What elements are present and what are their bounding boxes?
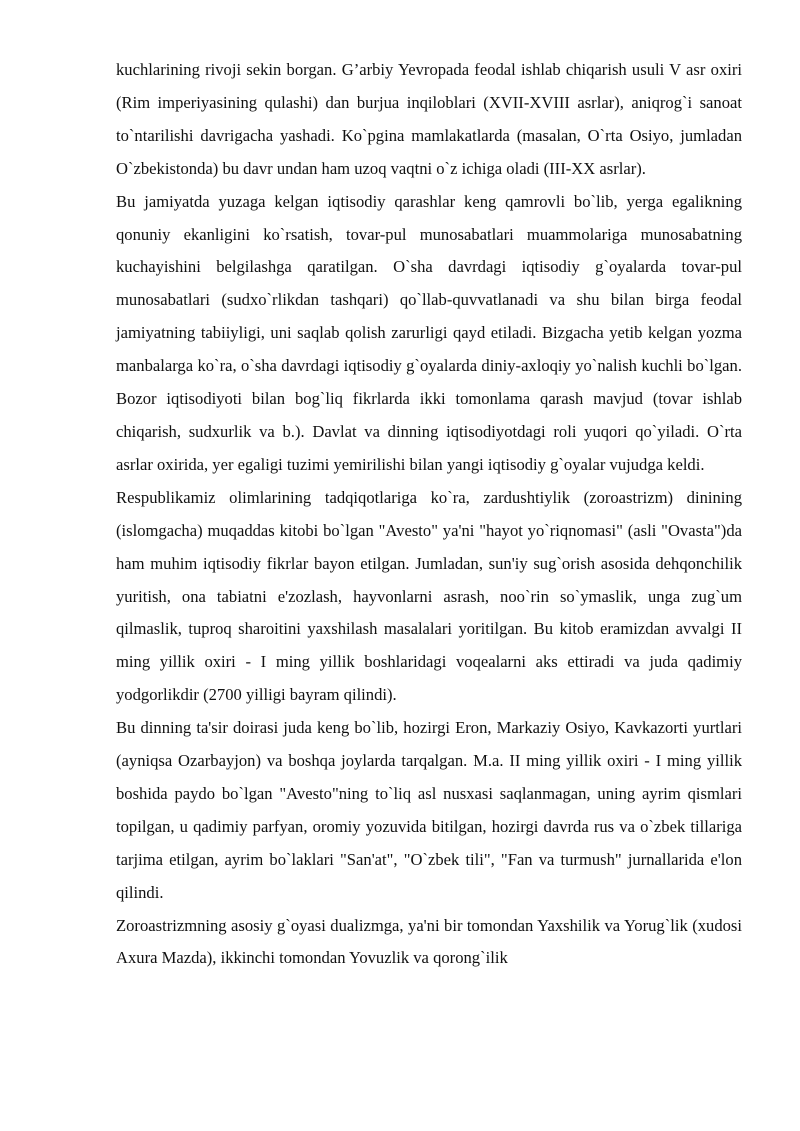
paragraph-religion-spread: Bu dinning ta'sir doirasi juda keng bo`lib, hozirgi Eron, Markaziy Osiyo, Kavkazorti yurtlari (ayniqsa Ozarbayjon) va boshqa joylarda tarqalgan. M.a. II ming yillik oxiri - I ming yillik boshida paydo bo`lgan "Avesto"ning to`liq asl nusxasi saqlanmagan, uning ayrim qismlari topilgan, u qadimiy parfyan, oromiy yozuvida bitilgan, hozirgi davrda rus va o`zbek tillariga tarjima etilgan, ayrim bo`laklari "San'at", "O`zbek tili", "Fan va turmush" jurnallarida e'lon qilindi. bbox=[116, 718, 742, 902]
paragraph-economic-views: Bu jamiyatda yuzaga kelgan iqtisodiy qarashlar keng qamrovli bo`lib, yerga egalikning qonuniy ekanligini ko`rsatish, tovar-pul munosabatlari muammolariga munosabatning kuchayishini belgilashga qaratilgan. O`sha davrdagi iqtisodiy g`oyalarda tovar-pul munosabatlari (sudxo`rlikdan tashqari) qo`llab-quvvatlanadi va shu bilan birga feodal jamiyatning tabiiyligi, uni saqlab qolish zarurligi qayd etiladi. Bizgacha yetib kelgan yozma manbalarga ko`ra, o`sha davrdagi iqtisodiy g`oyalarda diniy-axloqiy yo`nalish kuchli bo`lgan. Bozor iqtisodiyoti bilan bog`liq fikrlarda ikki tomonlama qarash mavjud (tovar ishlab chiqarish, sudxurlik va b.). Davlat va dinning iqtisodiyotdagi roli yuqori qo`yiladi. O`rta asrlar oxirida, yer egaligi tuzimi yemirilishi bilan yangi iqtisodiy g`oyalar vujudga keldi. bbox=[116, 191, 742, 474]
paragraph-avesto: Respublikamiz olimlarining tadqiqotlariga ko`ra, zardushtiylik (zoroastrizm) dinining (islomgacha) muqaddas kitobi bo`lgan "Avesto" ya'ni "hayot yo`riqnomasi" (asli "Ovasta")da ham muhim iqtisodiy fikrlar bayon etilgan. Jumladan, sun'iy sug`orish asosida dehqonchilik yuritish, ona tabiatni e'zozlash, hayvonlarni asrash, noo`rin so`ymaslik, unga zug`um qilmaslik, tuproq sharoitini yaxshilash masalalari yoritilgan. Bu kitob eramizdan avvalgi II ming yillik oxiri - I ming yillik boshlaridagi voqealarni aks ettiradi va juda qadimiy yodgorlikdir (2700 yilligi bayram qilindi). bbox=[116, 487, 742, 705]
paragraph-feudal-economy: kuchlarining rivoji sekin borgan. G’arbiy Yevropada feodal ishlab chiqarish usuli V asr oxiri (Rim imperiyasining qulashi) dan burjua inqiloblari (XVII-XVIII asrlar), aniqrog`i sanoat to`ntarilishi davrigacha yashadi. Ko`pgina mamlakatlarda (masalan, O`rta Osiyo, jumladan O`zbekistonda) bu davr undan ham uzoq vaqtni o`z ichiga oladi (III-XX asrlar). bbox=[116, 60, 742, 178]
document-page bbox=[116, 54, 742, 975]
paragraph-zoroastrianism-dualism: Zoroastrizmning asosiy g`oyasi dualizmga, ya'ni bir tomondan Yaxshilik va Yorug`lik (xudosi Axura Mazda), ikkinchi tomondan Yovuzlik va qorong`ilik bbox=[116, 915, 742, 968]
